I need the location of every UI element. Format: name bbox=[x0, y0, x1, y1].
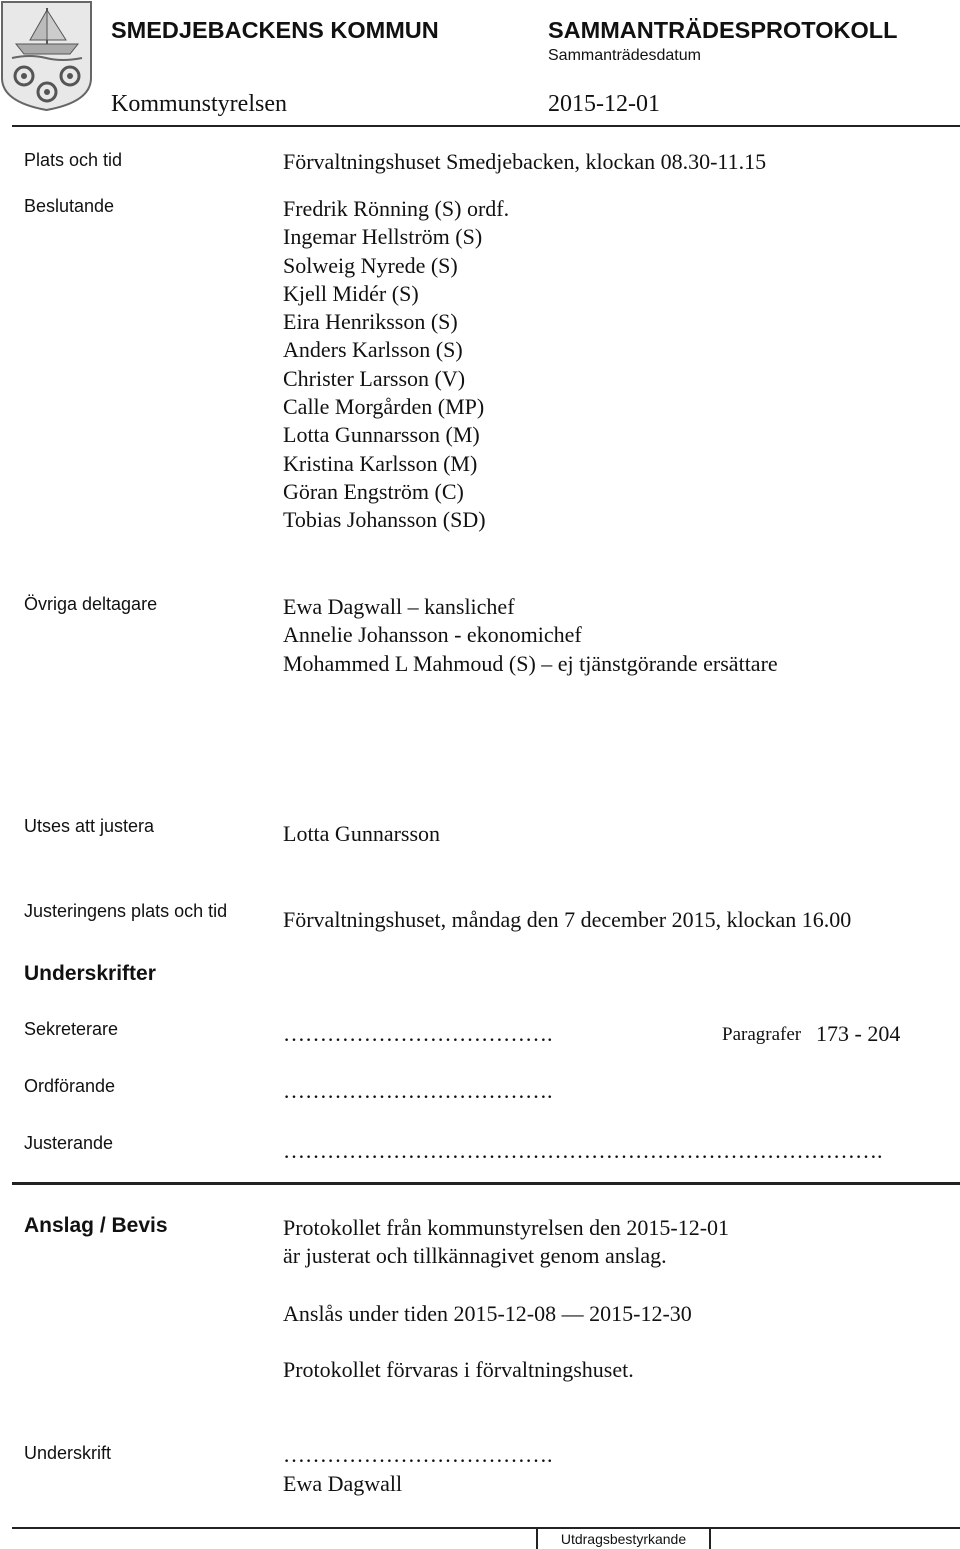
committee-name: Kommunstyrelsen bbox=[111, 91, 287, 117]
notice-text bbox=[283, 1214, 729, 1271]
participant: Ewa Dagwall – kanslichef bbox=[283, 594, 515, 619]
adjuster-signature-label: Justerande bbox=[24, 1133, 114, 1153]
member: Kjell Midér (S) bbox=[283, 280, 419, 306]
member: Tobias Johansson (SD) bbox=[283, 507, 486, 533]
signatures-heading: Underskrifter bbox=[24, 962, 156, 985]
signatory-name: Ewa Dagwall bbox=[283, 1471, 403, 1496]
meeting-date-label: Sammanträdesdatum bbox=[548, 47, 701, 64]
footer-divider bbox=[12, 1527, 960, 1529]
notice-divider bbox=[12, 1182, 960, 1185]
footer-certification-label: Utdragsbestyrkande bbox=[560, 1531, 687, 1547]
member: Calle Morgården (MP) bbox=[283, 394, 485, 420]
adjuster-value: Lotta Gunnarsson bbox=[283, 821, 441, 846]
paragraphs-label: Paragrafer bbox=[722, 1024, 802, 1045]
notice-line: Protokollet från kommunstyrelsen den 2015-12-01 bbox=[283, 1215, 730, 1240]
member: Fredrik Rönning (S) ordf. bbox=[283, 196, 510, 221]
signature-label: Underskrift bbox=[24, 1443, 112, 1463]
place-time-value: Förvaltningshuset Smedjebacken, klockan 08.30-11.15 bbox=[283, 149, 767, 174]
adjuster-label: Utses att justera bbox=[24, 816, 155, 836]
chair-signature-line: ………………………………. bbox=[283, 1078, 553, 1103]
adjustment-place-label: Justeringens plats och tid bbox=[24, 901, 228, 921]
member: Ingemar Hellström (S) bbox=[283, 224, 483, 250]
storage-note: Protokollet förvaras i förvaltningshuset. bbox=[283, 1357, 634, 1382]
adjuster-signature-line: ………………………………………………………………………. bbox=[283, 1138, 883, 1163]
header-divider bbox=[12, 125, 960, 127]
adjustment-place-value: Förvaltningshuset, måndag den 7 december 2015, klockan 16.00 bbox=[283, 907, 852, 932]
member: Lotta Gunnarsson (M) bbox=[283, 422, 480, 448]
paragraphs-value: 173 - 204 bbox=[816, 1021, 901, 1046]
municipality-crest-logo bbox=[0, 0, 93, 112]
member: Anders Karlsson (S) bbox=[283, 337, 463, 363]
secretary-signature-line: ………………………………. bbox=[283, 1021, 553, 1046]
other-participants-label: Övriga deltagare bbox=[24, 594, 158, 614]
other-participants-list bbox=[283, 593, 778, 678]
posting-period: Anslås under tiden 2015-12-08 –– 2015-12-30 bbox=[283, 1301, 692, 1326]
member: Christer Larsson (V) bbox=[283, 365, 466, 391]
signature-line: ………………………………. bbox=[283, 1442, 553, 1467]
member: Eira Henriksson (S) bbox=[283, 309, 458, 335]
place-time-label: Plats och tid bbox=[24, 150, 123, 170]
participant: Annelie Johansson - ekonomichef bbox=[283, 622, 582, 648]
meeting-date: 2015-12-01 bbox=[548, 91, 660, 117]
deciding-label: Beslutande bbox=[24, 196, 115, 216]
participant: Mohammed L Mahmoud (S) – ej tjänstgörande ersättare bbox=[283, 650, 778, 676]
notice-line: är justerat och tillkännagivet genom anslag. bbox=[283, 1243, 667, 1269]
chair-label: Ordförande bbox=[24, 1076, 116, 1096]
member: Kristina Karlsson (M) bbox=[283, 450, 478, 476]
deciding-members-list bbox=[283, 195, 509, 535]
notice-heading: Anslag / Bevis bbox=[24, 1214, 168, 1237]
secretary-label: Sekreterare bbox=[24, 1019, 119, 1039]
municipality-name: SMEDJEBACKENS KOMMUN bbox=[111, 17, 439, 43]
member: Solweig Nyrede (S) bbox=[283, 252, 458, 278]
document-type: SAMMANTRÄDESPROTOKOLL bbox=[548, 17, 898, 43]
member: Göran Engström (C) bbox=[283, 478, 464, 504]
